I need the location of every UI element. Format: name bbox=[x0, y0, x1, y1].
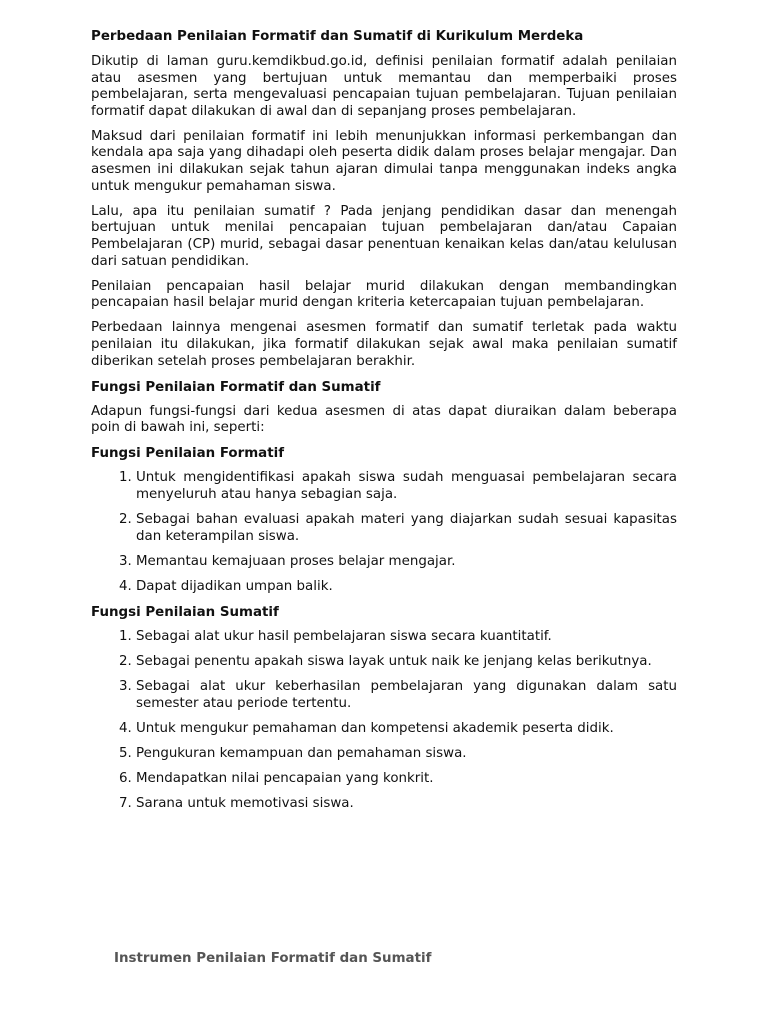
list-item: 5. Pengukuran kemampuan dan pemahaman siswa. bbox=[136, 746, 677, 763]
sumatif-heading: Fungsi Penilaian Sumatif bbox=[91, 604, 279, 620]
section-heading: Fungsi Penilaian Formatif dan Sumatif bbox=[91, 379, 381, 395]
intro-paragraph-1: Dikutip di laman guru.kemdikbud.go.id, definisi penilaian formatif adalah penilaian atau asesmen yang bertujuan untuk memantau dan memperbaiki proses pembelajaran, serta mengevaluasi pencapaian tujuan pembelajaran. Tujuan penilaian formatif dapat dilakukan di awal dan di sepanjang proses pembelajaran. bbox=[91, 54, 677, 119]
formatif-heading: Fungsi Penilaian Formatif bbox=[91, 446, 285, 462]
document-title: Perbedaan Penilaian Formatif dan Sumatif di Kurikulum Merdeka bbox=[91, 29, 584, 44]
list-item: 3. Memantau kemajuaan proses belajar mengajar. bbox=[136, 554, 677, 571]
list-item: 1. Untuk mengidentifikasi apakah siswa sudah menguasai pembelajaran secara menyeluruh atau hanya sebagian saja. bbox=[136, 470, 677, 503]
document-body bbox=[91, 28, 677, 821]
list-item: 4. Untuk mengukur pemahaman dan kompetensi akademik peserta didik. bbox=[136, 721, 677, 738]
intro-paragraph-5: Perbedaan lainnya mengenai asesmen formatif dan sumatif terletak pada waktu penilaian itu dilakukan, jika formatif dilakukan sejak awal maka penilaian sumatif diberikan setelah proses pembelajaran berakhir. bbox=[91, 320, 677, 369]
list-item: 2. Sebagai bahan evaluasi apakah materi yang diajarkan sudah sesuai kapasitas dan keterampilan siswa. bbox=[136, 512, 677, 545]
section-paragraph: Adapun fungsi-fungsi dari kedua asesmen di atas dapat diuraikan dalam beberapa poin di bawah ini, seperti: bbox=[91, 403, 677, 436]
list-item: 6. Mendapatkan nilai pencapaian yang konkrit. bbox=[136, 771, 677, 788]
list-item: 7. Sarana untuk memotivasi siswa. bbox=[136, 796, 677, 813]
intro-paragraph-4: Penilaian pencapaian hasil belajar murid dilakukan dengan membandingkan pencapaian hasil belajar murid dengan kriteria ketercapaian tujuan pembelajaran. bbox=[91, 278, 677, 311]
intro-paragraph-3: Lalu, apa itu penilaian sumatif ? Pada jenjang pendidikan dasar dan menengah bertujuan untuk menilai pencapaian tujuan pembelajaran dan/atau Capaian Pembelajaran (CP) murid, sebagai dasar penentuan kenaikan kelas dan/atau kelulusan dari satuan pendidikan. bbox=[91, 203, 677, 269]
list-item: 1. Sebagai alat ukur hasil pembelajaran siswa secara kuantitatif. bbox=[136, 629, 677, 646]
sumatif-list bbox=[91, 629, 677, 813]
footer-heading: Instrumen Penilaian Formatif dan Sumatif bbox=[114, 951, 432, 966]
list-item: 2. Sebagai penentu apakah siswa layak untuk naik ke jenjang kelas berikutnya. bbox=[136, 654, 677, 671]
formatif-list bbox=[91, 470, 677, 595]
list-item: 4. Dapat dijadikan umpan balik. bbox=[136, 579, 677, 596]
list-item: 3. Sebagai alat ukur keberhasilan pembelajaran yang digunakan dalam satu semester atau periode tertentu. bbox=[136, 679, 677, 712]
intro-paragraph-2: Maksud dari penilaian formatif ini lebih menunjukkan informasi perkembangan dan kendala apa saja yang dihadapi oleh peserta didik dalam proses belajar mengajar. Dan asesmen ini dilakukan sejak tahun ajaran dimulai tanpa menggunakan indeks angka untuk mengukur pemahaman siswa. bbox=[91, 128, 677, 194]
